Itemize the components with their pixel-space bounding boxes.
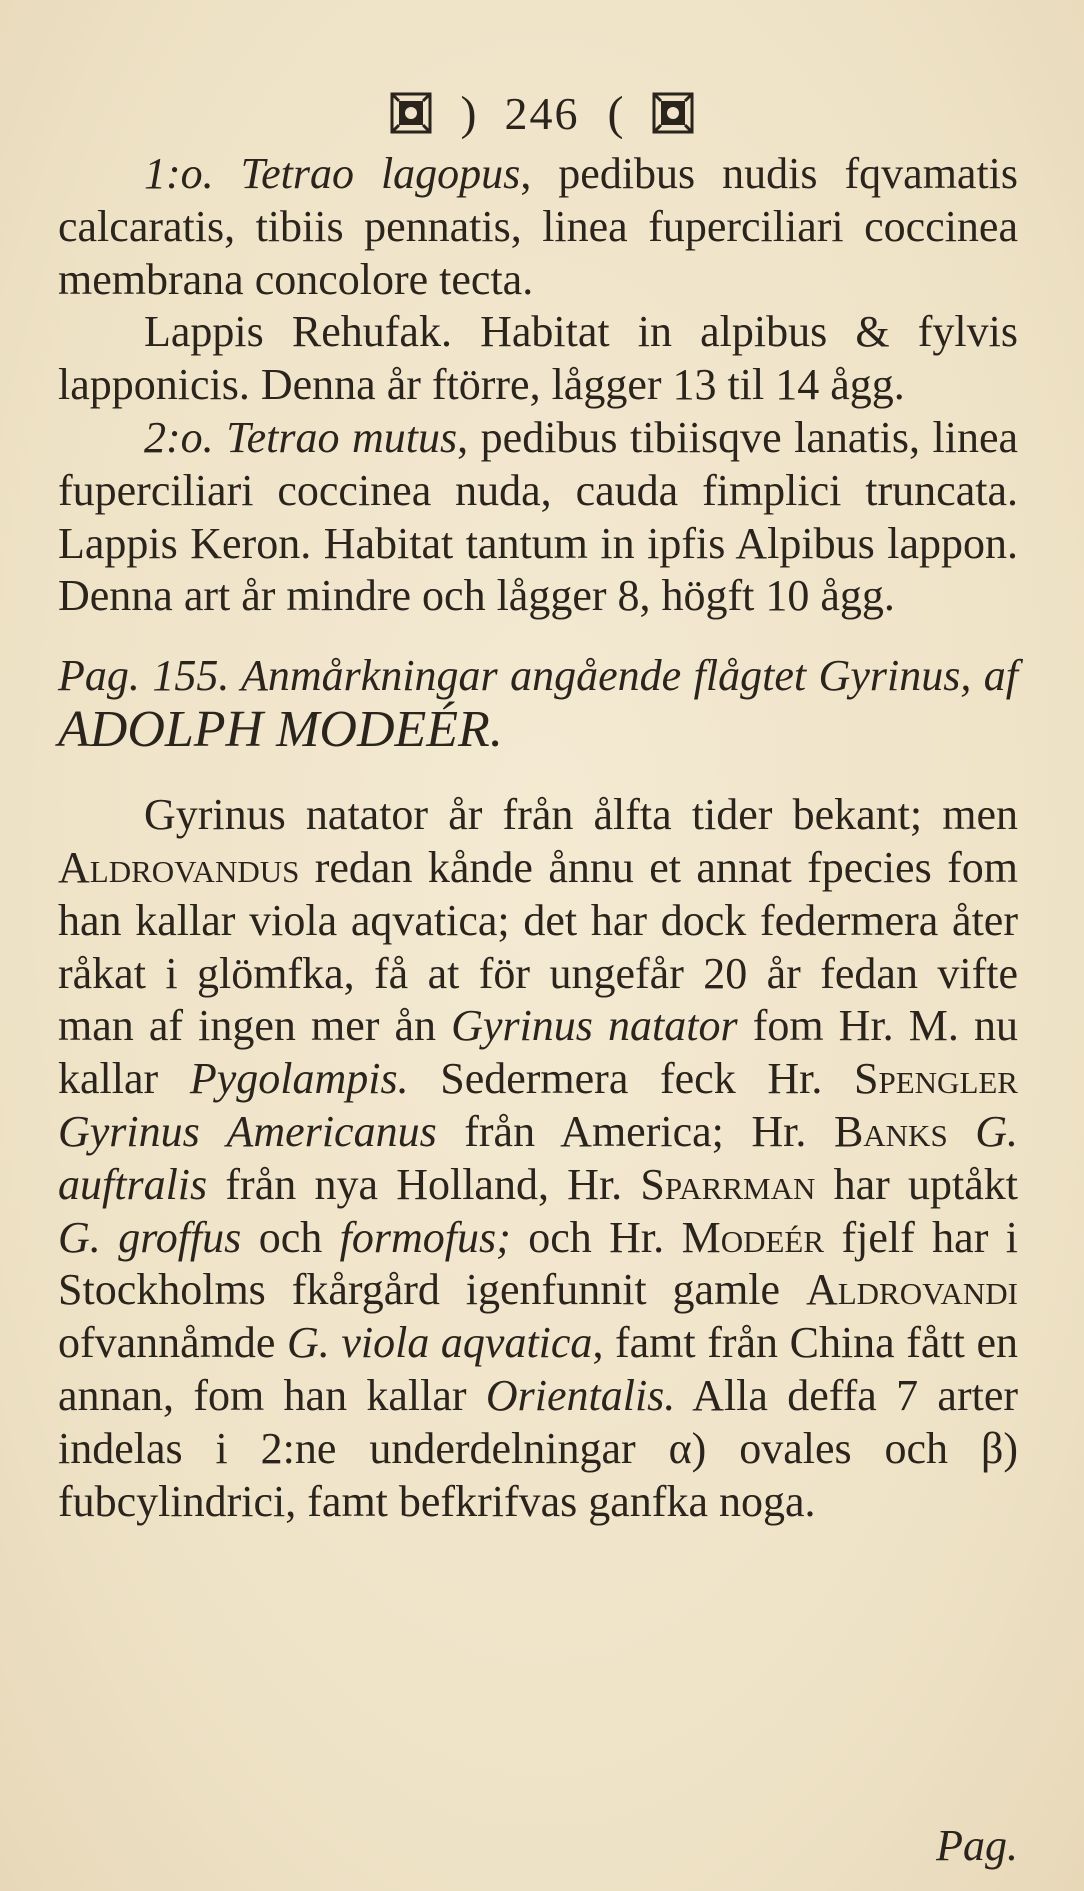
entry-text: , pedibus tibiisqve lanatis, linea fuperciliari coccinea nuda, cauda fimplici truncata. Lappis Keron. Habitat tantum in ipfis Alpibus lappon. Denna art år mindre och lågger 8, högft 10 ågg. xyxy=(58,412,1019,621)
body-text: Sedermera feck Hr. xyxy=(408,1054,855,1104)
body-text: Alla deffa 7 arter indelas i 2:ne underdelningar α) ovales och β) fubcylindrici, famt befkrifvas ganfka noga. xyxy=(58,1370,1018,1526)
body-text: ofvannåmde xyxy=(58,1318,288,1368)
section-af: af xyxy=(983,651,1019,701)
body-text: har uptåkt xyxy=(815,1159,1018,1209)
page-header xyxy=(0,78,1084,148)
header-bracket-right: ( xyxy=(607,86,624,140)
section-pag-number: 155. xyxy=(152,651,230,701)
entry-lagopus-habitat: Lappis Rehufak. Habitat in alpibus & fylvis lapponicis. Denna år ftörre, lågger 13 til 14 ågg. xyxy=(58,307,1018,410)
author-name: Sparrman xyxy=(640,1159,816,1209)
header-bracket-left: ) xyxy=(460,86,477,140)
ornament-icon xyxy=(651,91,695,135)
ornament-icon xyxy=(389,91,433,135)
species-name: Tetrao lagopus xyxy=(240,149,521,198)
page-number: 246 xyxy=(504,87,580,139)
section-title xyxy=(58,649,1018,759)
author-name: Spengler xyxy=(854,1054,1018,1104)
section-author: ADOLPH MODEÉR. xyxy=(58,701,503,759)
species-name: Gyrinus Americanus xyxy=(58,1106,437,1156)
author-name: Banks xyxy=(833,1106,948,1156)
body-paragraph xyxy=(58,789,1018,1528)
author-name: Modeér xyxy=(681,1212,825,1262)
entry-lagopus xyxy=(58,148,1018,306)
entry-number: 1:o. xyxy=(144,149,214,198)
species-name: G. viola aqvatica xyxy=(287,1318,593,1368)
species-name: Tetrao mutus xyxy=(226,412,458,462)
body-text: Gyrinus natator år från ålfta tider bekant; men xyxy=(144,790,1018,840)
body-text: redan kånde ånnu et annat fpecies fom han kallar viola aqvatica; det har dock federmera åter råkat i glömfka, få at för ungefår 20 år fedan vifte man af ingen mer ån xyxy=(58,842,1018,1051)
body-text: och xyxy=(241,1212,340,1262)
species-name: Orientalis. xyxy=(485,1370,676,1420)
catchword: Pag. xyxy=(936,1821,1018,1870)
body-text: , famt från China fått en annan, fom han kallar xyxy=(58,1318,1018,1420)
body-text: fom Hr. M. nu kallar xyxy=(58,1001,1018,1104)
body-text: från America; Hr. xyxy=(436,1106,834,1156)
body-text: fjelf har i Stockholms fkårgård igenfunnit gamle xyxy=(58,1212,1019,1315)
species-name: G. auftralis xyxy=(58,1106,1018,1209)
body-text xyxy=(948,1107,976,1156)
species-name: G. groffus xyxy=(58,1212,242,1262)
section-pag: Pag. xyxy=(58,651,140,701)
entry-number: 2:o. xyxy=(144,412,214,462)
entry-mutus xyxy=(58,412,1018,623)
section-heading: Anmårkningar angående flågtet Gyrinus, xyxy=(241,651,972,701)
entry-text: , pedibus nudis fqvamatis calcaratis, tibiis pennatis, linea fuperciliari coccinea membrana concolore tecta. xyxy=(58,149,1019,304)
body-text: och Hr. xyxy=(510,1212,682,1262)
species-name: Gyrinus natator xyxy=(451,1001,738,1051)
author-name: Aldrovandi xyxy=(805,1265,1018,1315)
species-name: Pygolampis. xyxy=(189,1054,409,1104)
species-name: formofus; xyxy=(339,1212,511,1262)
page-text xyxy=(58,148,1018,1528)
body-text: från nya Holland, Hr. xyxy=(207,1159,641,1209)
author-name: Aldrovandus xyxy=(58,842,300,892)
